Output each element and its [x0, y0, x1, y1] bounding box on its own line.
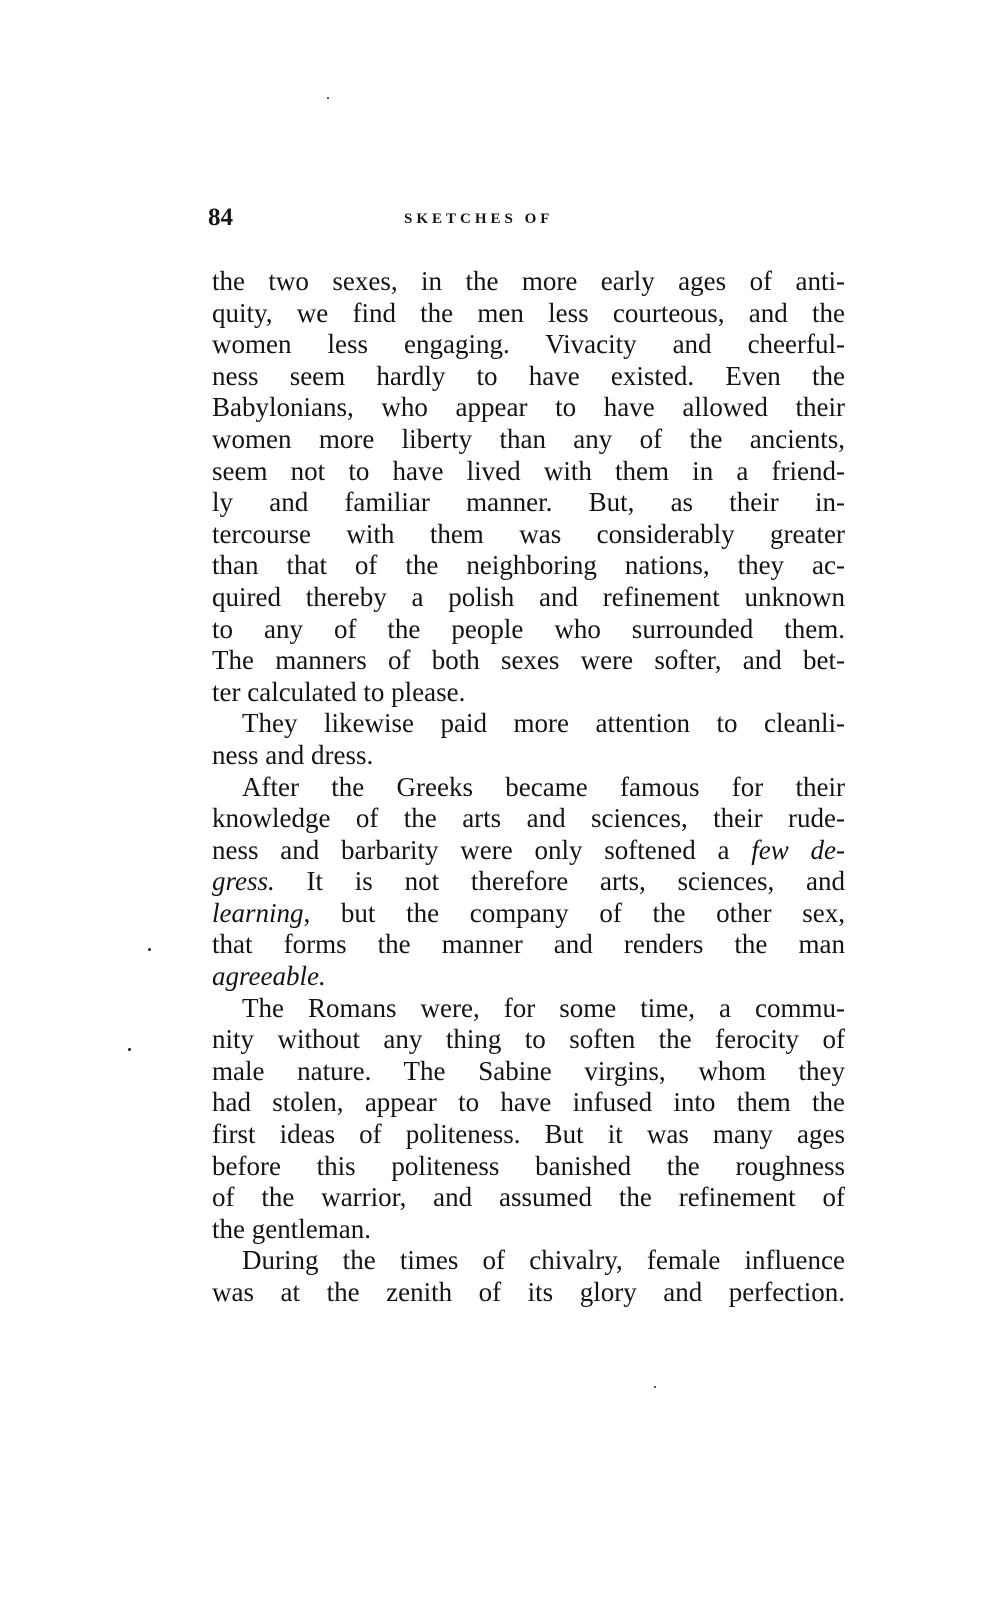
- text-line: The Romans were, for some time, a commu-: [242, 992, 845, 1023]
- body-text: [212, 266, 845, 1309]
- paragraph-1: [212, 266, 845, 708]
- ink-speck: [148, 948, 151, 951]
- text-line: quired thereby a polish and refinement unknown: [212, 581, 845, 612]
- text-line: women less engaging. Vivacity and cheerful-: [212, 329, 845, 360]
- text-line: male nature. The Sabine virgins, whom they: [212, 1055, 845, 1086]
- text-line: seem not to have lived with them in a friend-: [212, 455, 845, 486]
- text-line: They likewise paid more attention to cleanli-: [242, 708, 845, 739]
- text-line: of the warrior, and assumed the refinement of: [212, 1182, 845, 1213]
- text-line: [212, 866, 845, 898]
- text-line: first ideas of politeness. But it was many ages: [212, 1119, 845, 1150]
- text-line: than that of the neighboring nations, they ac-: [212, 550, 845, 581]
- text-line: [212, 898, 845, 930]
- text-line: The manners of both sexes were softer, and bet-: [212, 645, 845, 676]
- text-line: ter calculated to please.: [212, 676, 466, 707]
- paragraph-4: [212, 993, 845, 1246]
- ink-speck: [128, 1048, 131, 1051]
- text-line: knowledge of the arts and sciences, their rude-: [212, 803, 845, 834]
- italic-text: few de-: [751, 834, 845, 865]
- text-line: to any of the people who surrounded them.: [212, 613, 845, 644]
- text-segment: ness and barbarity were only softened a: [212, 834, 752, 865]
- running-head: SKETCHES OF: [404, 211, 554, 227]
- text-line: nity without any thing to soften the ferocity of: [212, 1024, 845, 1055]
- text-line: quity, we find the men less courteous, and the: [212, 297, 845, 328]
- text-line: ness seem hardly to have existed. Even the: [212, 360, 845, 391]
- paragraph-5: [212, 1245, 845, 1308]
- text-line: ness and dress.: [212, 739, 374, 770]
- text-segment: , but the company of the other sex,: [303, 897, 845, 928]
- text-line: before this politeness banished the roughness: [212, 1150, 845, 1181]
- ink-speck: [654, 1386, 656, 1388]
- text-line: women more liberty than any of the ancients,: [212, 423, 845, 454]
- ink-speck: [327, 97, 329, 99]
- text-line: [212, 961, 845, 993]
- page-number: 84: [208, 204, 233, 231]
- italic-text: learning: [212, 897, 304, 928]
- text-line: the two sexes, in the more early ages of anti-: [212, 266, 845, 296]
- text-line: Babylonians, who appear to have allowed their: [212, 392, 845, 423]
- text-line: was at the zenith of its glory and perfection.: [212, 1277, 845, 1307]
- text-line: the gentleman.: [212, 1213, 371, 1244]
- text-segment: It is not therefore arts, sciences, and: [274, 866, 845, 897]
- text-line: During the times of chivalry, female influence: [242, 1245, 845, 1276]
- paragraph-3: [212, 772, 845, 993]
- text-line: [212, 835, 845, 867]
- text-line: had stolen, appear to have infused into them the: [212, 1087, 845, 1118]
- italic-text: agreeable.: [212, 961, 326, 992]
- italic-text: gress.: [212, 866, 275, 897]
- text-line: ly and familiar manner. But, as their in-: [212, 487, 845, 518]
- text-line: that forms the manner and renders the man: [212, 929, 845, 960]
- text-line: After the Greeks became famous for their: [242, 771, 845, 802]
- text-line: tercourse with them was considerably greater: [212, 518, 845, 549]
- paragraph-2: [212, 708, 845, 771]
